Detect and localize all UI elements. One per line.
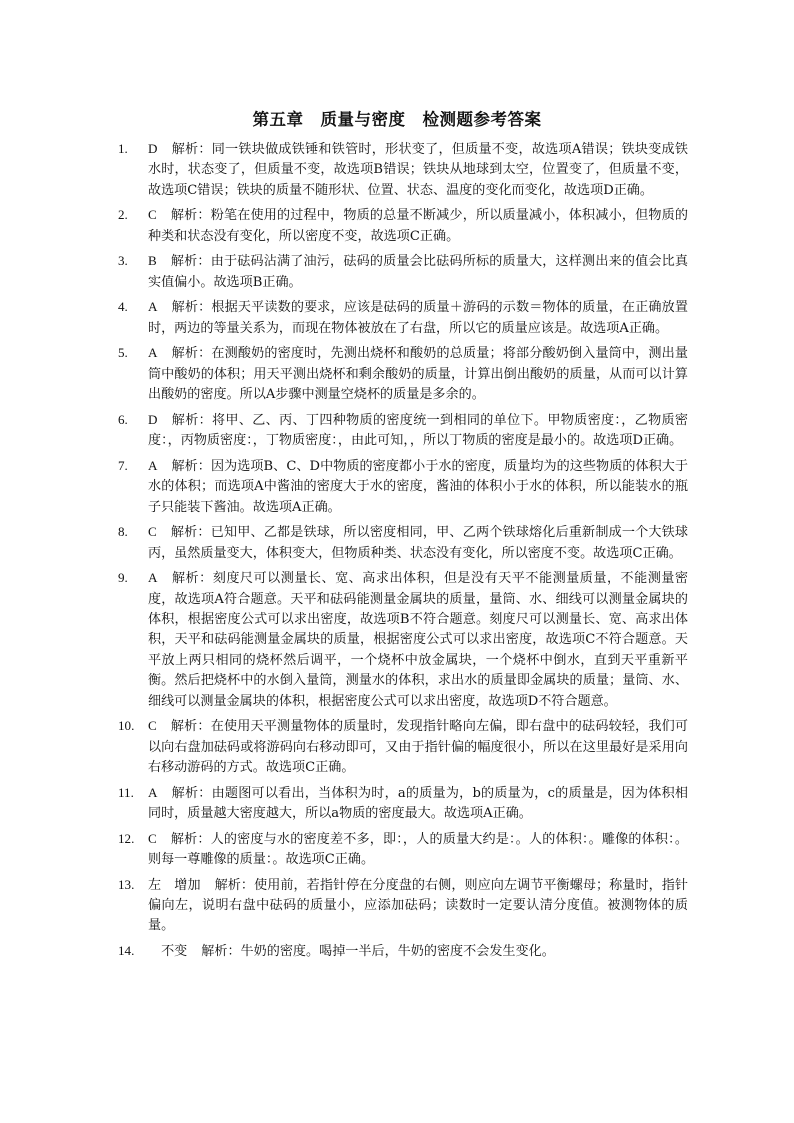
answer-item: [118, 875, 688, 937]
item-explanation: 解析：刻度尺可以测量长、宽、高求出体积，但是没有天平不能测量质量，不能测量密度，故选项A符合题意。天平和砝码能测量金属块的质量，量筒、水、细线可以测量金属块的体积，根据密度公式可以求出密度，故选项B不符合题意。刻度尺可以测量长、宽、高求出体积，天平和砝码能测量金属块的质量，根据密度公式可以求出密度，故选项C不符合题意。天平放上两只相同的烧杯然后调平，一个烧杯中放金属块，一个烧杯中倒水，直到天平重新平衡。然后把烧杯中的水倒入量筒，测量水的体积，求出水的质量即金属块的质量；量筒、水、细线可以测量金属块的体积，根据密度公式可以求出密度，故选项D不符合题意。: [148, 571, 688, 709]
item-explanation: 解析：人的密度与水的密度差不多，即：，人的质量大约是：。人的体积：。雕像的体积：。则每一尊雕像的质量：。故选项C正确。: [148, 831, 688, 868]
answer-item: [118, 522, 688, 564]
answer-item: [118, 139, 688, 201]
item-number: 7.: [118, 457, 128, 473]
item-answer: 不变: [148, 943, 188, 959]
answer-item: [118, 716, 688, 778]
item-answer: A: [148, 299, 158, 315]
item-explanation: 解析：粉笔在使用的过程中，物质的总量不断减少，所以质量减小，体积减小，但物质的种类和状态没有变化，所以密度不变，故选项C正确。: [148, 208, 688, 244]
answer-item: [118, 205, 688, 247]
item-number: 3.: [118, 253, 128, 269]
answer-item: [118, 568, 688, 712]
item-explanation: 解析：在使用天平测量物体的质量时，发现指针略向左偏，即右盘中的砝码较轻，我们可以向右盘加砝码或将游码向右移动即可，又由于指针偏的幅度很小，所以在这里最好是采用向右移动游码的方式。故选项C正确。: [148, 719, 688, 776]
answer-item: [118, 941, 688, 962]
item-number: 14.: [118, 943, 135, 959]
answer-item: [118, 251, 688, 293]
item-answer: C: [148, 718, 157, 734]
item-answer: C: [148, 207, 157, 223]
item-number: 9.: [118, 570, 128, 586]
item-number: 10.: [118, 718, 135, 734]
item-number: 13.: [118, 876, 135, 892]
item-answer: D: [148, 411, 158, 427]
answer-item: [118, 456, 688, 518]
item-explanation: 解析：在测酸奶的密度时，先测出烧杯和酸奶的总质量；将部分酸奶倒入量筒中，测出量筒中酸奶的体积；用天平测出烧杯和剩余酸奶的质量，计算出倒出酸奶的质量，从而可以计算出酸奶的密度。所以A步骤中测量空烧杯的质量是多余的。: [148, 346, 688, 403]
answer-list: [118, 139, 688, 967]
item-answer: A: [148, 345, 158, 361]
item-explanation: 解析：由于砝码沾满了油污，砝码的质量会比砝码所标的质量大，这样测出来的值会比真实值偏小。故选项B正确。: [148, 254, 688, 290]
item-explanation: 解析：使用前，若指针停在分度盘的右侧，则应向左调节平衡螺母；称量时，指针偏向左，说明右盘中砝码的质量小，应添加砝码；读数时一定要认清分度值。被测物体的质量。: [148, 877, 689, 934]
item-answer: B: [148, 253, 157, 269]
item-explanation: 解析：因为选项B、C、D中物质的密度都小于水的密度，质量均为的这些物质的体积大于水的体积；而选项A中酱油的密度大于水的密度，酱油的体积小于水的体积，所以能装水的瓶子只能装下酱油。故选项A正确。: [148, 458, 688, 515]
item-number: 5.: [118, 345, 128, 361]
item-answer: A: [148, 784, 158, 800]
item-answer: D: [148, 141, 158, 156]
item-explanation: 解析：由题图可以看出，当体积为时，a的质量为，b的质量为，c的质量是，因为体积相同时，质量越大密度越大，所以a物质的密度最大。故选项A正确。: [148, 785, 688, 822]
answer-item: [118, 410, 688, 452]
answer-item: [118, 783, 688, 825]
item-answer: C: [148, 830, 157, 846]
item-number: 2.: [118, 207, 128, 223]
item-answer: C: [148, 524, 157, 540]
answer-item: [118, 343, 688, 405]
item-explanation: 解析：已知甲、乙都是铁球，所以密度相同，甲、乙两个铁球熔化后重新制成一个大铁球丙，虽然质量变大，体积变大，但物质种类、状态没有变化，所以密度不变。故选项C正确。: [148, 525, 688, 561]
answer-item: [118, 297, 688, 339]
item-explanation: 解析：将甲、乙、丙、丁四种物质的密度统一到相同的单位下。甲物质密度：，乙物质密度：，丙物质密度：，丁物质密度：，由此可知，，所以丁物质的密度是最小的。故选项D正确。: [148, 412, 688, 449]
item-answer: A: [148, 570, 158, 586]
item-number: 6.: [118, 411, 128, 427]
answer-item: [118, 829, 688, 871]
item-number: 1.: [118, 141, 128, 156]
item-number: 8.: [118, 524, 128, 540]
item-number: 4.: [118, 299, 128, 315]
item-answer: A: [148, 457, 158, 473]
item-explanation: 解析：牛奶的密度。喝掉一半后，牛奶的密度不会发生变化。: [201, 944, 555, 960]
item-number: 12.: [118, 830, 135, 846]
item-explanation: 解析：根据天平读数的要求，应该是砝码的质量＋游码的示数＝物体的质量，在正确放置时，两边的等量关系为，而现在物体被放在了右盘，所以它的质量应该是。故选项A正确。: [148, 300, 688, 336]
item-answer: 左 增加: [148, 876, 201, 892]
page-title: 第五章 质量与密度 检测题参考答案: [252, 110, 542, 129]
item-number: 11.: [118, 784, 134, 800]
item-explanation: 解析：同一铁块做成铁锤和铁管时，形状变了，但质量不变，故选项A错误；铁块变成铁水时，状态变了，但质量不变，故选项B错误；铁块从地球到太空，位置变了，但质量不变，故选项C错误；铁块的质量不随形状、位置、状态、温度的变化而变化，故选项D正确。: [148, 142, 688, 198]
